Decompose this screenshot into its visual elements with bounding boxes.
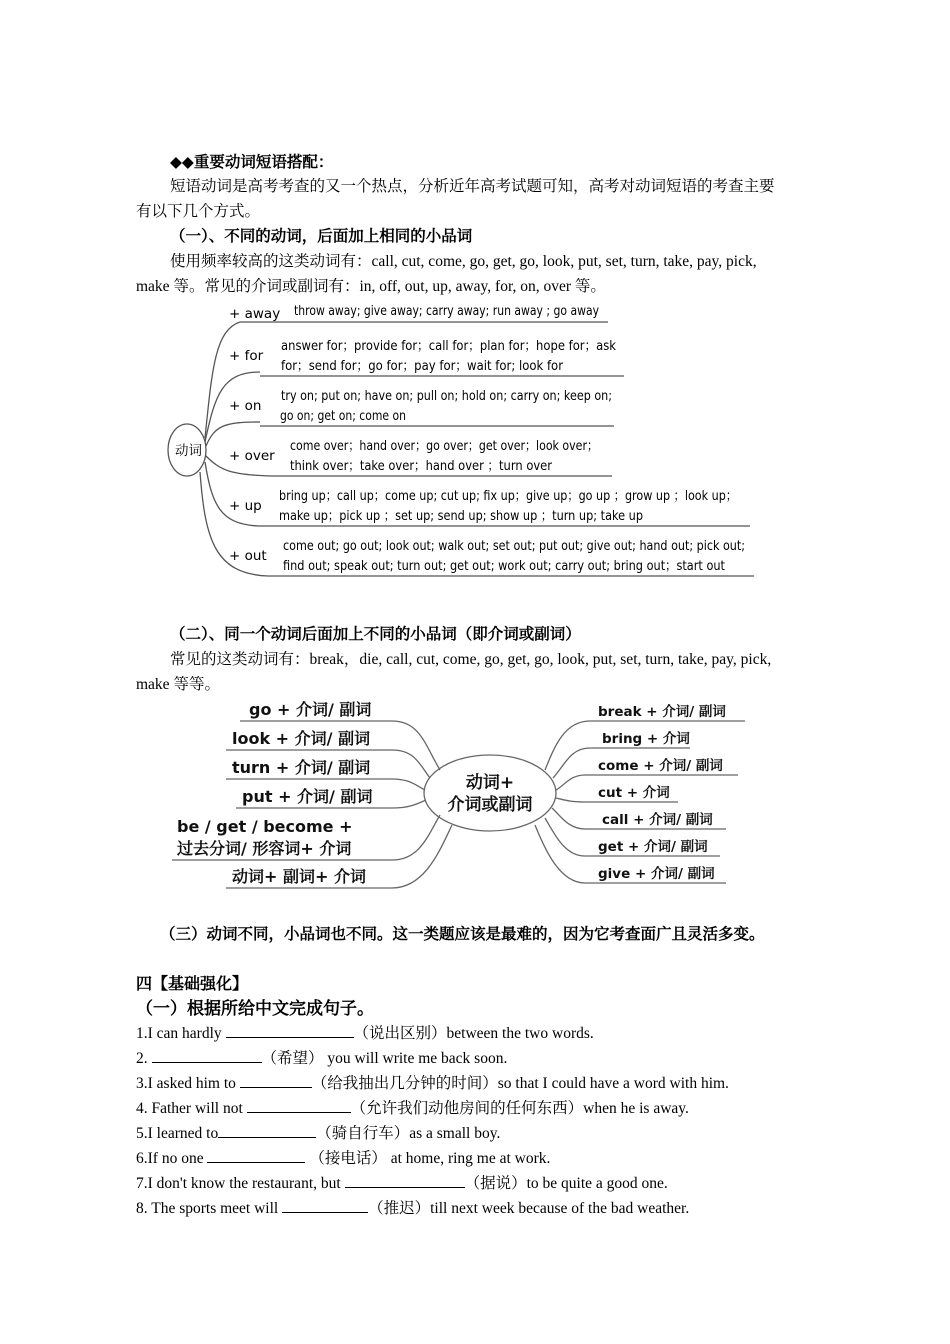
mindmap1-phrases: make up；pick up ；set up; send up; show up ；turn up; take up [279, 508, 643, 524]
mindmap2-left-item: 过去分词/ 形容词+ 介词 [177, 839, 352, 858]
mindmap1-phrases: find out; speak out; turn out; get out; work out; carry out; bring out；start out [283, 558, 725, 574]
mindmap2-center-label-1: 动词+ [465, 773, 515, 793]
mindmap2-right-item: bring + 介词 [602, 731, 690, 747]
mindmap1-phrases: answer for；provide for；call for；plan for；hope for；ask [281, 338, 617, 354]
exercise-item: 7.I don't know the restaurant, but （据说）to be quite a good one. [136, 1171, 668, 1196]
mindmap2-right-item: call + 介词/ 副词 [602, 812, 713, 828]
mindmap1-phrases: think over；take over；hand over ；turn over [290, 458, 553, 474]
mindmap2-center-node [424, 755, 556, 831]
mindmap1-branch-label: + out [229, 548, 267, 564]
exercise-item: 2. （希望） you will write me back soon. [136, 1046, 507, 1071]
part1-line-2: make 等。常见的介词或副词有：in, off, out, up, away, for, on, over 等。 [136, 278, 606, 295]
section4-heading: 四【基础强化】 [136, 976, 249, 993]
mindmap2-left-item: 动词+ 副词+ 介词 [232, 867, 366, 886]
mindmap1-branch-label: + for [229, 348, 264, 364]
mindmap2-left-item: turn + 介词/ 副词 [232, 758, 371, 777]
mindmap1-branch-label: + away [229, 306, 281, 322]
mindmap2-left-item: go + 介词/ 副词 [249, 700, 372, 719]
mindmap2-left-item: put + 介词/ 副词 [242, 787, 373, 806]
mindmap2-right-item: break + 介词/ 副词 [598, 704, 726, 720]
mindmap2-right-item: come + 介词/ 副词 [598, 758, 723, 774]
answer-blank[interactable] [226, 1022, 354, 1038]
exercise-item: 4. Father will not （允许我们动他房间的任何东西）when he is away. [136, 1096, 689, 1121]
exercise-item: 3.I asked him to （给我抽出几分钟的时间）so that I could have a word with him. [136, 1071, 729, 1096]
answer-blank[interactable] [247, 1097, 351, 1113]
mindmap1-branch-label: + up [229, 498, 262, 514]
mindmap2-center-label-2: 介词或副词 [447, 795, 533, 815]
mindmap1-phrases: come over；hand over；go over；get over；look over； [290, 438, 598, 454]
part1-line-1: 使用频率较高的这类动词有：call, cut, come, go, get, go, look, put, set, turn, take, pay, pick, [170, 253, 757, 270]
exercise-item: 5.I learned to （骑自行车）as a small boy. [136, 1121, 500, 1146]
answer-blank[interactable] [282, 1197, 368, 1213]
intro-line-1: 短语动词是高考考查的又一个热点，分析近年高考试题可知，高考对动词短语的考查主要 [170, 178, 775, 195]
answer-blank[interactable] [207, 1147, 305, 1163]
intro-line-2: 有以下几个方式。 [136, 203, 261, 220]
mindmap2-left-item: be / get / become + [177, 817, 353, 836]
mindmap1-branch-label: + on [229, 398, 262, 414]
part1-heading: （一）、不同的动词，后面加上相同的小品词 [170, 228, 473, 245]
part2-line-2: make 等等。 [136, 676, 220, 693]
mindmap1-phrases: try on; put on; have on; pull on; hold on; carry on; keep on; [281, 388, 612, 404]
mindmap2-left-item: look + 介词/ 副词 [232, 729, 371, 748]
mindmap1-phrases: go on; get on; come on [280, 408, 406, 424]
mindmap1-branch-label: + over [229, 448, 275, 464]
exercise-item: 1.I can hardly （说出区别）between the two words. [136, 1021, 594, 1046]
answer-blank[interactable] [345, 1172, 465, 1188]
section-heading: ◆◆重要动词短语搭配： [170, 154, 334, 171]
part2-line-1: 常见的这类动词有：break，die, call, cut, come, go, get, go, look, put, set, turn, take, pay, pick, [170, 651, 772, 668]
exercise-item: 6.If no one （接电话） at home, ring me at work. [136, 1146, 550, 1171]
mindmap1-phrases: bring up；call up；come up; cut up; fix up；give up；go up ；grow up ；look up； [279, 488, 737, 504]
mindmap1-phrases: for；send for；go for；pay for；wait for; look for [281, 358, 564, 374]
mindmap1-center-label: 动词 [175, 443, 202, 459]
mindmap1-phrases: come out; go out; look out; walk out; set out; put out; give out; hand out; pick out; [283, 538, 745, 554]
mindmap2-right-item: cut + 介词 [598, 785, 670, 801]
part3-heading: （三）动词不同，小品词也不同。这一类题应该是最难的，因为它考查面广且灵活多变。 [160, 926, 765, 943]
exercise-item: 8. The sports meet will （推迟）till next week because of the bad weather. [136, 1196, 689, 1221]
section4-subheading: （一）根据所给中文完成句子。 [136, 999, 374, 1018]
mindmap2-right-item: give + 介词/ 副词 [598, 866, 715, 882]
answer-blank[interactable] [152, 1047, 262, 1063]
mindmap1-phrases: throw away; give away; carry away; run away ; go away [294, 303, 600, 319]
mindmap2-right-item: get + 介词/ 副词 [598, 839, 708, 855]
part2-heading: （二）、同一个动词后面加上不同的小品词（即介词或副词） [170, 626, 581, 643]
answer-blank[interactable] [218, 1122, 316, 1138]
answer-blank[interactable] [240, 1072, 312, 1088]
